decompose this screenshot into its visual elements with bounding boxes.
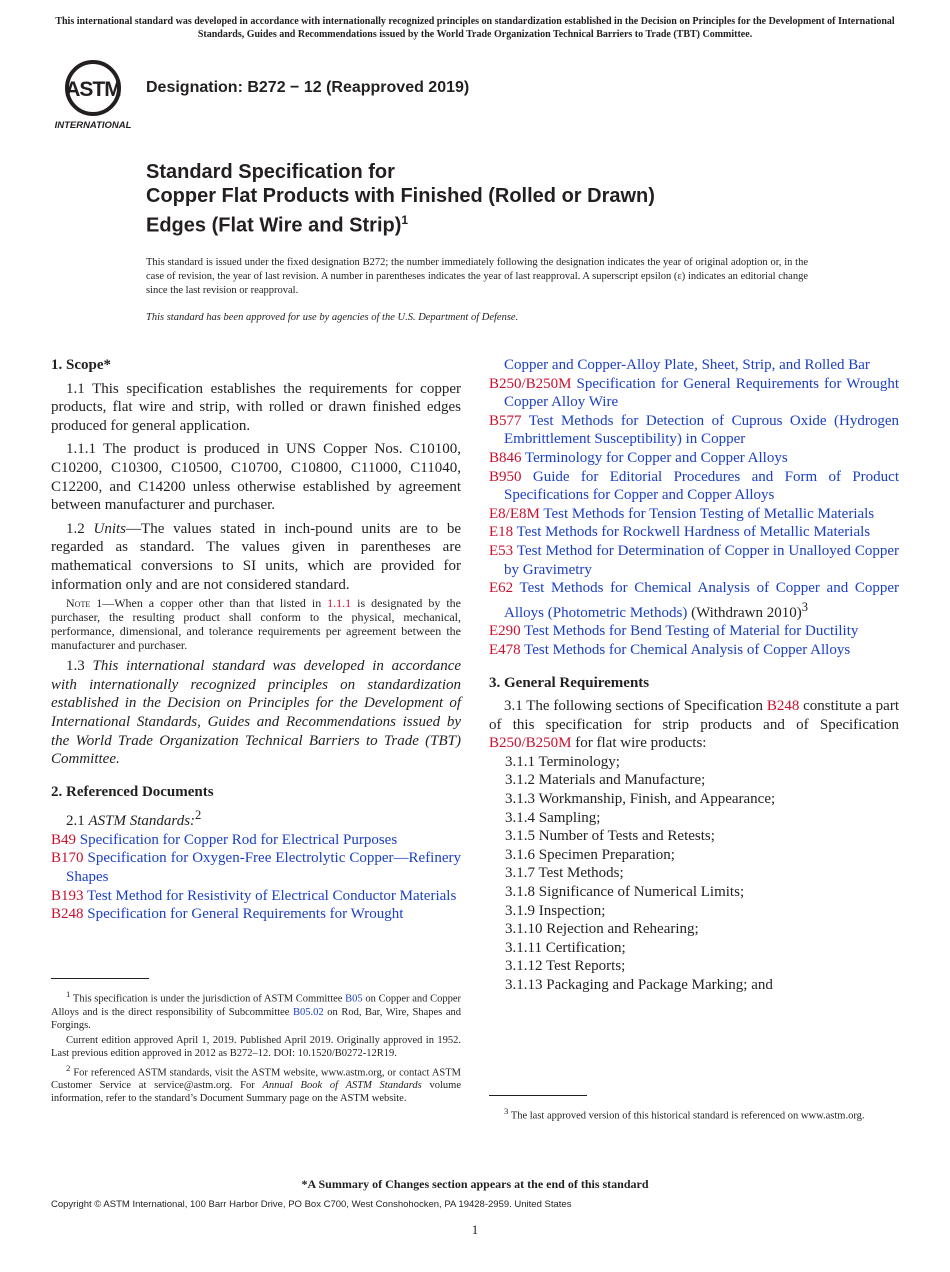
list-item: 3.1.12 Test Reports; bbox=[505, 958, 626, 975]
ref-e478 bbox=[489, 641, 899, 660]
copyright: Copyright © ASTM International, 100 Barr Harbor Drive, PO Box C700, West Conshohocken, PA 19428-2959. United States bbox=[51, 1199, 572, 1210]
ref-e18 bbox=[489, 523, 899, 542]
ref-title[interactable]: Test Method for Determination of Copper in Unalloyed Copper by Gravimetry bbox=[504, 542, 900, 578]
list-item: 3.1.6 Specimen Preparation; bbox=[505, 846, 675, 863]
list-item: 3.1.13 Packaging and Package Marking; and bbox=[505, 977, 773, 993]
list-item: 3.1.1 Terminology; bbox=[505, 753, 620, 770]
ref-code[interactable]: E53 bbox=[489, 542, 514, 559]
link-b05-02[interactable]: B05.02 bbox=[293, 1006, 324, 1018]
ref-title[interactable]: Specification for Oxygen-Free Electrolytic Copper—Refinery Shapes bbox=[66, 850, 462, 886]
footnote-2: $^2$ For referenced ASTM standards, visit the ASTM website, www.astm.org, or contact ASTM Customer Service at service@astm.org. For Annual Book of ASTM Standards volume information, refer to the standard’s Document Summary page on the ASTM website. bbox=[51, 1062, 461, 1104]
note-1: Note 1—When a copper other than that listed in 1.1.1 is designated by the purchaser, the resulting product shall conform to the physical, mechanical, performance, dimensional, and tolerance requirements per agreement between the manufacturer and purchaser. bbox=[51, 596, 462, 653]
ref-title[interactable]: Test Method for Resistivity of Electrical Conductor Materials bbox=[87, 887, 457, 904]
link-b248[interactable]: B248 bbox=[766, 698, 800, 715]
ref-title[interactable]: Specification for Copper Rod for Electrical Purposes bbox=[79, 831, 398, 848]
ref-title[interactable]: Guide for Editorial Procedures and Form of Product Specifications for Copper and Copper Alloys bbox=[504, 468, 899, 504]
list-item: 3.1.11 Certification; bbox=[505, 939, 626, 956]
ref-code[interactable]: B577 bbox=[489, 412, 522, 429]
list-item: 3.1.7 Test Methods; bbox=[505, 865, 624, 882]
ref-e62: E62 Test Methods for Chemical Analysis of Copper and Copper Alloys (Photometric Methods) (Withdrawn 2010)$^3$ bbox=[489, 580, 900, 621]
title-footnote-mark: 1 bbox=[401, 213, 409, 227]
astm-logo bbox=[51, 56, 136, 131]
list-item: 3.1.4 Sampling; bbox=[505, 809, 601, 826]
referenced-documents-heading: 2. Referenced Documents bbox=[51, 783, 214, 800]
scope-heading: 1. Scope* bbox=[51, 357, 111, 373]
para-3-1: 3.1 The following sections of Specification B248 constitute a part of this specification for strip products and of Specification B250/B250M for flat wire products: bbox=[489, 698, 899, 752]
designation: Designation: B272 − 12 (Reapproved 2019) bbox=[146, 79, 470, 96]
ref-e290 bbox=[489, 622, 899, 641]
ref-code[interactable]: E62 bbox=[489, 580, 514, 597]
list-item: 3.1.9 Inspection; bbox=[505, 902, 606, 919]
para-1-1-1: 1.1.1 The product is produced in UNS Copper Nos. C10100, C10200, C10300, C10500, C10700, C10800, C11000, C11040, C12200, and C14200 unless otherwise established by agreement between manufacturer and purchaser. bbox=[51, 441, 461, 514]
link-1-1-1[interactable]: 1.1.1 bbox=[327, 596, 352, 611]
link-b250[interactable]: B250/B250M bbox=[489, 735, 572, 752]
footnote-3: $^3$ The last approved version of this historical standard is referenced on www.astm.org. bbox=[504, 1106, 865, 1122]
para-1-3: 1.3 This international standard was developed in accordance with internationally recognized principles on standardization established in the Decision on Principles for the Development of International Standards, Guides and Recommendations issued by the World Trade Organization Technical Barriers to Trade (TBT) Committee. bbox=[51, 658, 462, 768]
issue-note: This standard is issued under the fixed designation B272; the number immediately following the designation indicates the year of original adoption or, in the case of revision, the year of last revision. A number in parentheses indicates the year of last reapproval. A superscript epsilon (ε) indicates an editorial change since the last revision or reapproval. bbox=[146, 257, 808, 296]
title-line-1: Standard Specification for bbox=[146, 161, 395, 183]
document-title bbox=[146, 160, 655, 238]
top-notice: This international standard was developed in accordance with internationally recognized principles on standardization established in the Decision on Principles for the Development of International Standards, Guides and Recommendations issued by the World Trade Organization Technical Barriers to Trade (TBT) Committee. bbox=[55, 16, 895, 40]
e62-footnote-mark: 3 bbox=[801, 599, 808, 614]
ref-b248-continued: Copper and Copper-Alloy Plate, Sheet, Strip, and Rolled Bar bbox=[504, 357, 870, 373]
ref-title[interactable]: Test Methods for Chemical Analysis of Copper and Copper Alloys (Photometric Methods) bbox=[504, 580, 900, 621]
ref-title[interactable]: Test Methods for Tension Testing of Metallic Materials bbox=[543, 505, 875, 522]
list-item: 3.1.8 Significance of Numerical Limits; bbox=[505, 884, 745, 901]
ref-code[interactable]: B250/B250M bbox=[489, 375, 572, 392]
list-item: 3.1.10 Rejection and Rehearing; bbox=[505, 921, 699, 938]
ref-b170 bbox=[51, 849, 461, 886]
footnote-divider bbox=[51, 978, 149, 979]
ref-title[interactable]: Test Methods for Detection of Cuprous Oxide (Hydrogen Embrittlement Susceptibility) in Copper bbox=[504, 412, 900, 448]
para-2-1: 2.1 ASTM Standards:$^2$ bbox=[66, 808, 202, 830]
ref-b846 bbox=[489, 449, 899, 468]
ref-title[interactable]: Terminology for Copper and Copper Alloys bbox=[525, 449, 788, 466]
title-line-3: Edges (Flat Wire and Strip)$^1$ bbox=[146, 213, 409, 237]
footnotes-right bbox=[489, 1095, 899, 1125]
ref-title[interactable]: Test Methods for Rockwell Hardness of Metallic Materials bbox=[516, 524, 871, 541]
ref-title[interactable]: Test Methods for Bend Testing of Material for Ductility bbox=[524, 623, 859, 640]
link-b05[interactable]: B05 bbox=[345, 993, 363, 1005]
page-number: 1 bbox=[471, 1222, 479, 1237]
ref-code[interactable]: B170 bbox=[51, 850, 84, 867]
left-column bbox=[51, 356, 461, 924]
summary-of-changes-note: *A Summary of Changes section appears at the end of this standard bbox=[301, 1177, 649, 1191]
title-line-2: Copper Flat Products with Finished (Rolled or Drawn) bbox=[146, 185, 655, 207]
right-column bbox=[489, 356, 899, 995]
ref-b49 bbox=[51, 831, 461, 850]
ref-code[interactable]: E290 bbox=[489, 623, 521, 640]
ref-e8 bbox=[489, 505, 899, 524]
ref-b193 bbox=[51, 887, 461, 906]
footnote-divider bbox=[489, 1095, 587, 1096]
ref-code[interactable]: B248 bbox=[51, 906, 84, 923]
ref-e53 bbox=[489, 542, 899, 579]
ref-b250 bbox=[489, 375, 899, 412]
para-1-2: 1.2 Units—The values stated in inch-pound units are to be regarded as standard. The values given in parentheses are mathematical conversions to SI units, which are provided for information only and are not considered standard. bbox=[51, 520, 461, 593]
list-item: 3.1.5 Number of Tests and Retests; bbox=[505, 828, 715, 845]
list-item: 3.1.3 Workmanship, Finish, and Appearance; bbox=[505, 791, 776, 808]
astm-logo-icon bbox=[51, 56, 136, 131]
ref-code[interactable]: E478 bbox=[489, 641, 521, 658]
ref-code[interactable]: B846 bbox=[489, 449, 522, 466]
ref-b950 bbox=[489, 468, 899, 505]
general-requirements-heading: 3. General Requirements bbox=[489, 674, 650, 691]
footnotes-left bbox=[51, 978, 461, 1107]
logo-subtext: INTERNATIONAL bbox=[54, 120, 132, 131]
ref-code[interactable]: E8/E8M bbox=[489, 505, 540, 522]
list-item: 3.1.2 Materials and Manufacture; bbox=[505, 772, 706, 789]
ref-code[interactable]: B49 bbox=[51, 831, 77, 848]
footnote-1: $^1$ This specification is under the jurisdiction of ASTM Committee B05 on Copper and Copper Alloys and is the direct responsibility of Subcommittee B05.02 on Rod, Bar, Wire, Shapes and Forgings. bbox=[51, 989, 462, 1031]
ref-title[interactable]: Specification for General Requirements for Wrought bbox=[87, 906, 404, 923]
ref-code[interactable]: B193 bbox=[51, 887, 84, 904]
defense-note: This standard has been approved for use by agencies of the U.S. Department of Defense. bbox=[146, 312, 519, 323]
footnote-1-edition: Current edition approved April 1, 2019. Published April 2019. Originally approved in 1952. Last previous edition approved in 2012 as B272–12. DOI: 10.1520/B0272-12R19. bbox=[51, 1034, 461, 1059]
ref-title[interactable]: Specification for General Requirements for Wrought Copper Alloy Wire bbox=[504, 375, 899, 411]
ref-title[interactable]: Test Methods for Chemical Analysis of Copper Alloys bbox=[524, 641, 851, 658]
logo-text: ASTM bbox=[65, 78, 121, 101]
ref-b577 bbox=[489, 412, 899, 449]
ref-b248 bbox=[51, 905, 461, 924]
ref-code[interactable]: E18 bbox=[489, 524, 514, 541]
ref-code[interactable]: B950 bbox=[489, 468, 522, 485]
para-1-1: 1.1 This specification establishes the requirements for copper products, flat wire and strip, with rolled or drawn finished edges produced for general application. bbox=[51, 380, 461, 434]
